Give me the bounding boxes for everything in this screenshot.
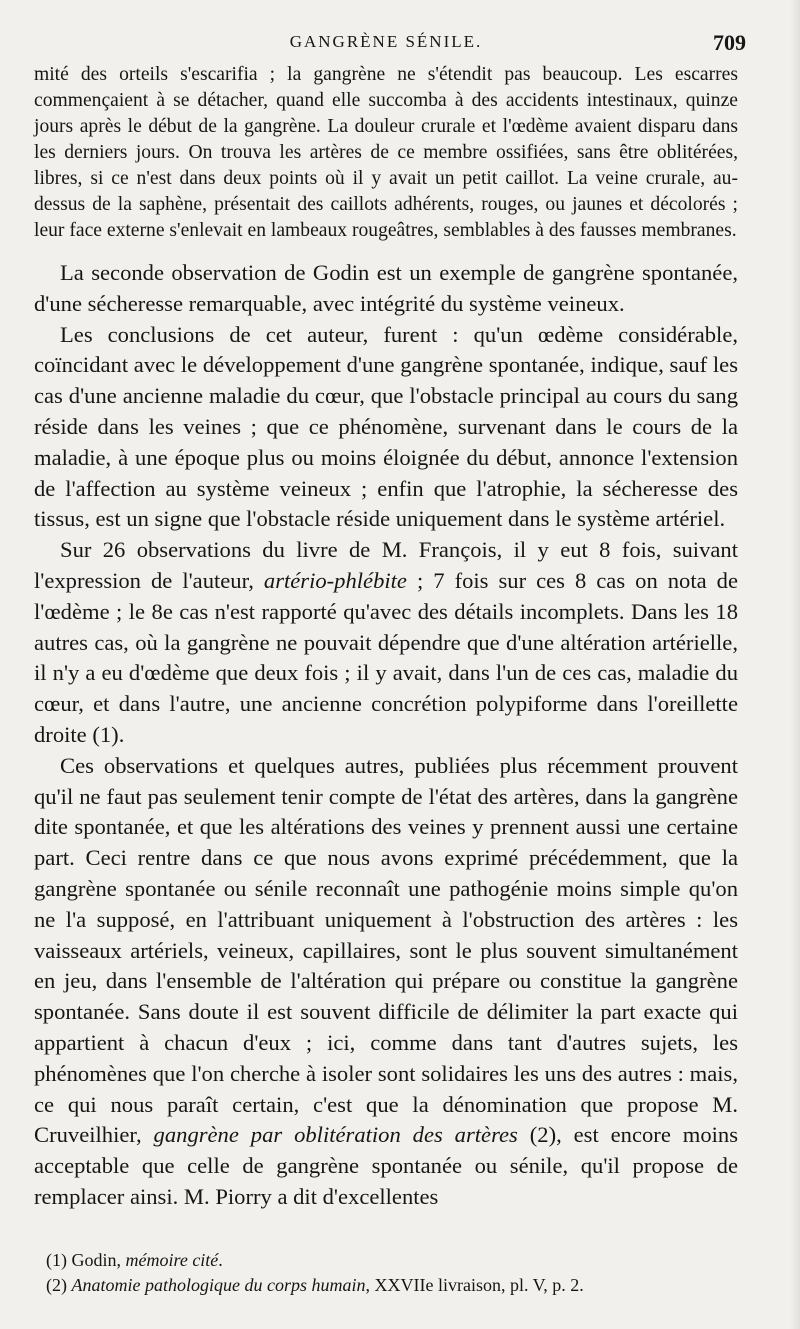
footnote-1-number: (1) bbox=[46, 1250, 67, 1270]
paragraph-3-italic: artério-phlébite bbox=[263, 567, 407, 593]
paragraph-4-text-b: (2), est encore moins acceptable que celle de gangrène spontanée ou sénile, qu'il propose de remplacer ainsi. M. Piorry a dit d'excellentes bbox=[34, 1122, 738, 1209]
footnote-1-italic: mémoire cité bbox=[125, 1250, 219, 1270]
footnote-2 bbox=[34, 1273, 738, 1298]
running-head: GANGRÈNE SÉNILE. bbox=[289, 32, 483, 51]
paragraph-4 bbox=[34, 751, 738, 1213]
paragraph-4-text-a: Ces observations et quelques autres, publiées plus récemment prouvent qu'il ne faut pas seulement tenir compte de l'état des artères, dans la gangrène dite spontanée, et que les altérations des veines y prennent aussi une certaine part. Ceci rentre dans ce que nous avons exprimé précédemment, que la gangrène spontanée ou sénile reconnaît une pathogénie moins simple qu'on ne l'a supposé, en l'attribuant uniquement à l'obstruction des artères : les vaisseaux artériels, veineux, capillaires, sont le plus souvent simultanément en jeu, dans l'ensemble de l'altération qui prépare ou constitue la gangrène spontanée. Sans doute il est souvent difficile de délimiter la part exacte qui appartient à chacun d'eux ; ici, comme dans tant d'autres sujets, les phénomènes que l'on cherche à isoler sont solidaires les uns des autres : mais, ce qui nous paraît certain, c'est que la dénomination que propose M. Cruveilhier, bbox=[34, 752, 738, 1148]
page-header bbox=[34, 24, 746, 62]
footnote-1 bbox=[34, 1248, 738, 1273]
paragraph-4-italic: gangrène par oblitération des artères bbox=[153, 1122, 518, 1148]
footnote-1-text-b: . bbox=[218, 1250, 223, 1270]
page-number: 709 bbox=[713, 30, 746, 55]
paragraph-1: La seconde observation de Godin est un exemple de gangrène spontanée, d'une sécheresse remarquable, avec intégrité du système veineux. bbox=[34, 260, 738, 316]
paragraph-3-text-a: Sur 26 observations du livre de M. François, il y eut 8 fois, suivant l'expression de l'auteur, bbox=[34, 537, 738, 593]
paragraph-2: Les conclusions de cet auteur, furent : qu'un œdème considérable, coïncidant avec le développement d'une gangrène spontanée, indique, sauf les cas d'une ancienne maladie du cœur, que l'obstacle principal au cours du sang réside dans les veines ; que ce phénomène, survenant dans le cours de la maladie, à une époque plus ou moins éloignée du début, annonce l'extension de l'affection au système veineux ; enfin que l'atrophie, la sécheresse des tissus, est un signe que l'obstacle réside uniquement dans le système artériel. bbox=[34, 321, 738, 532]
small-paragraph: mité des orteils s'escarifia ; la gangrène ne s'étendit pas beaucoup. Les escarres commençaient à se détacher, quand elle succomba à des accidents intestinaux, quinze jours après le début de la gangrène. La douleur crurale et l'œdème avaient disparu dans les derniers jours. On trouva les artères de ce membre ossifiées, sans être oblitérées, libres, si ce n'est dans deux points où il y avait un petit caillot. La veine crurale, au-dessus de la saphène, présentait des caillots adhérents, rouges, ou jaunes et décolorés ; leur face externe s'enlevait en lambeaux rougeâtres, semblables à des fausses membranes. bbox=[34, 64, 738, 241]
body-text bbox=[34, 258, 738, 1213]
footnote-2-text-b: , XXVIIe livraison, pl. V, p. 2. bbox=[365, 1275, 584, 1295]
footnotes bbox=[34, 1248, 738, 1298]
footnote-1-text-a: Godin, bbox=[71, 1250, 126, 1270]
paragraph-3 bbox=[34, 535, 738, 751]
observation-continuation bbox=[34, 62, 738, 244]
paragraph-3-text-b: ; 7 fois sur ces 8 cas on nota de l'œdème ; le 8e cas n'est rapporté qu'avec des détails incomplets. Dans les 18 autres cas, où la gangrène ne pouvait dépendre que d'une altération artérielle, il n'y a eu d'œdème que deux fois ; il y avait, dans l'un de ces cas, maladie du cœur, et dans l'autre, une ancienne concrétion polypiforme dans l'oreillette droite (1). bbox=[34, 567, 738, 747]
footnote-2-number: (2) bbox=[46, 1275, 67, 1295]
footnote-2-italic: Anatomie pathologique du corps humain bbox=[71, 1275, 366, 1295]
